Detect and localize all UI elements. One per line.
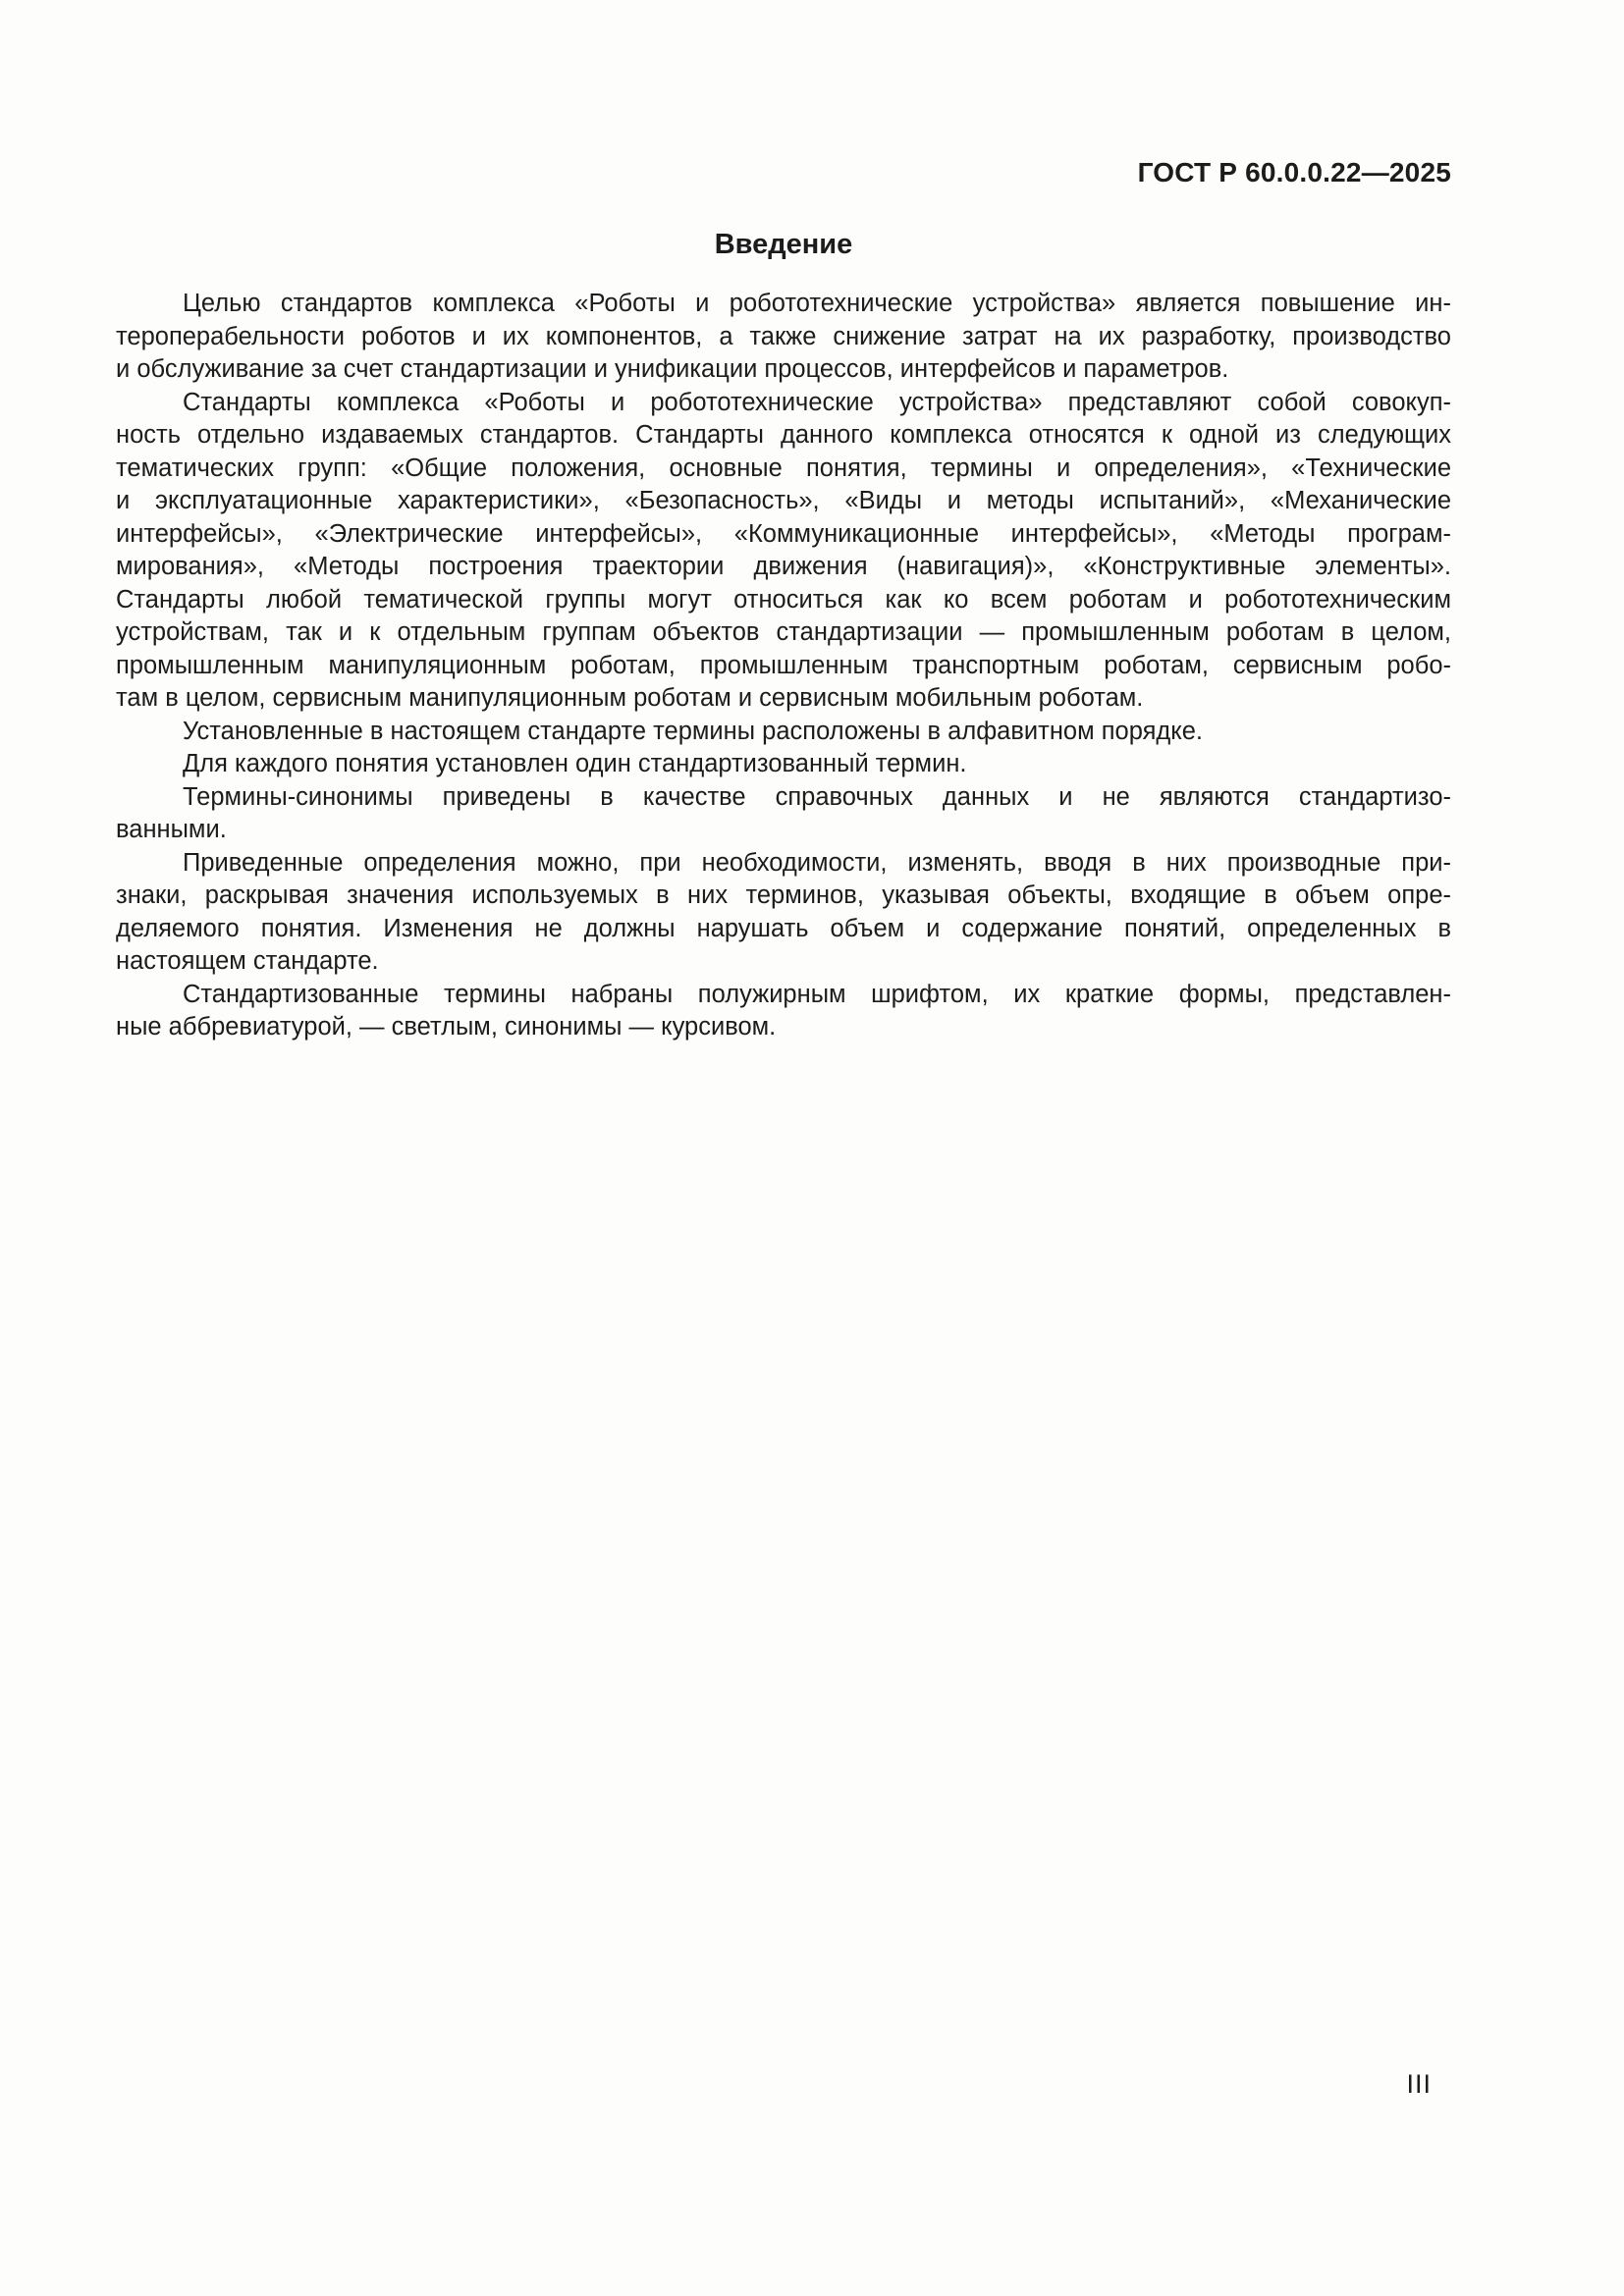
text-line: там в целом, сервисным манипуляционным роботам и сервисным мобильным роботам. bbox=[116, 684, 1144, 712]
text-line: Установленные в настоящем стандарте термины расположены в алфавитном порядке. bbox=[183, 717, 1203, 745]
text-line: ванными. bbox=[116, 816, 227, 843]
text-line: ные аббревиатурой, — светлым, синонимы — курсивом. bbox=[116, 1013, 777, 1041]
paragraph bbox=[116, 288, 1451, 387]
text-line: ность отдельно издаваемых стандартов. Стандарты данного комплекса относятся к одной из следующих bbox=[116, 421, 1451, 449]
text-line: настоящем стандарте. bbox=[116, 947, 379, 975]
text-line: тематических групп: «Общие положения, основные понятия, термины и определения», «Технические bbox=[116, 454, 1451, 482]
paragraph bbox=[116, 387, 1451, 716]
text-line: Для каждого понятия установлен один стандартизованный термин. bbox=[183, 750, 967, 777]
text-line: интерфейсы», «Электрические интерфейсы», «Коммуникационные интерфейсы», «Методы програм- bbox=[116, 519, 1451, 548]
paragraph bbox=[116, 748, 1451, 781]
text-line: промышленным манипуляционным роботам, промышленным транспортным роботам, сервисным робо- bbox=[116, 651, 1451, 679]
text-line: Термины-синонимы приведены в качестве справочных данных и не являются стандартизо- bbox=[183, 782, 1451, 811]
text-line: Приведенные определения можно, при необходимости, изменять, вводя в них производные при- bbox=[183, 848, 1451, 877]
text-line: Стандарты комплекса «Роботы и робототехнические устройства» представляют собой совокуп- bbox=[183, 388, 1451, 416]
text-line: Стандарты любой тематической группы могут относиться как ко всем роботам и робототехническим bbox=[116, 585, 1451, 614]
page-number: III bbox=[1406, 2069, 1432, 2099]
page-title: Введение bbox=[714, 229, 853, 260]
paragraph bbox=[116, 979, 1451, 1044]
text-line: Стандартизованные термины набраны полужирным шрифтом, их краткие формы, представлен- bbox=[183, 980, 1451, 1008]
paragraph bbox=[116, 847, 1451, 979]
doc-number: ГОСТ Р 60.0.0.22—2025 bbox=[1137, 157, 1451, 187]
text-line: и обслуживание за счет стандартизации и унификации процессов, интерфейсов и параметров. bbox=[116, 355, 1229, 383]
text-line: и эксплуатационные характеристики», «Безопасность», «Виды и методы испытаний», «Механические bbox=[116, 487, 1451, 514]
text-line: мирования», «Методы построения траектории движения (навигация)», «Конструктивные элементы». bbox=[116, 553, 1451, 580]
text-line: тероперабельности роботов и их компонентов, а также снижение затрат на их разработку, производство bbox=[116, 322, 1451, 350]
paragraph bbox=[116, 781, 1451, 847]
text-line: деляемого понятия. Изменения не должны нарушать объем и содержание понятий, определенных в bbox=[116, 914, 1451, 942]
text-line: устройствам, так и к отдельным группам объектов стандартизации — промышленным роботам в целом, bbox=[116, 618, 1451, 646]
paragraph bbox=[116, 716, 1451, 749]
intro-paragraphs bbox=[116, 288, 1451, 1044]
text-line: знаки, раскрывая значения используемых в них терминов, указывая объекты, входящие в объем опре- bbox=[116, 881, 1451, 909]
text-line: Целью стандартов комплекса «Роботы и робототехнические устройства» является повышение ин- bbox=[183, 290, 1451, 317]
